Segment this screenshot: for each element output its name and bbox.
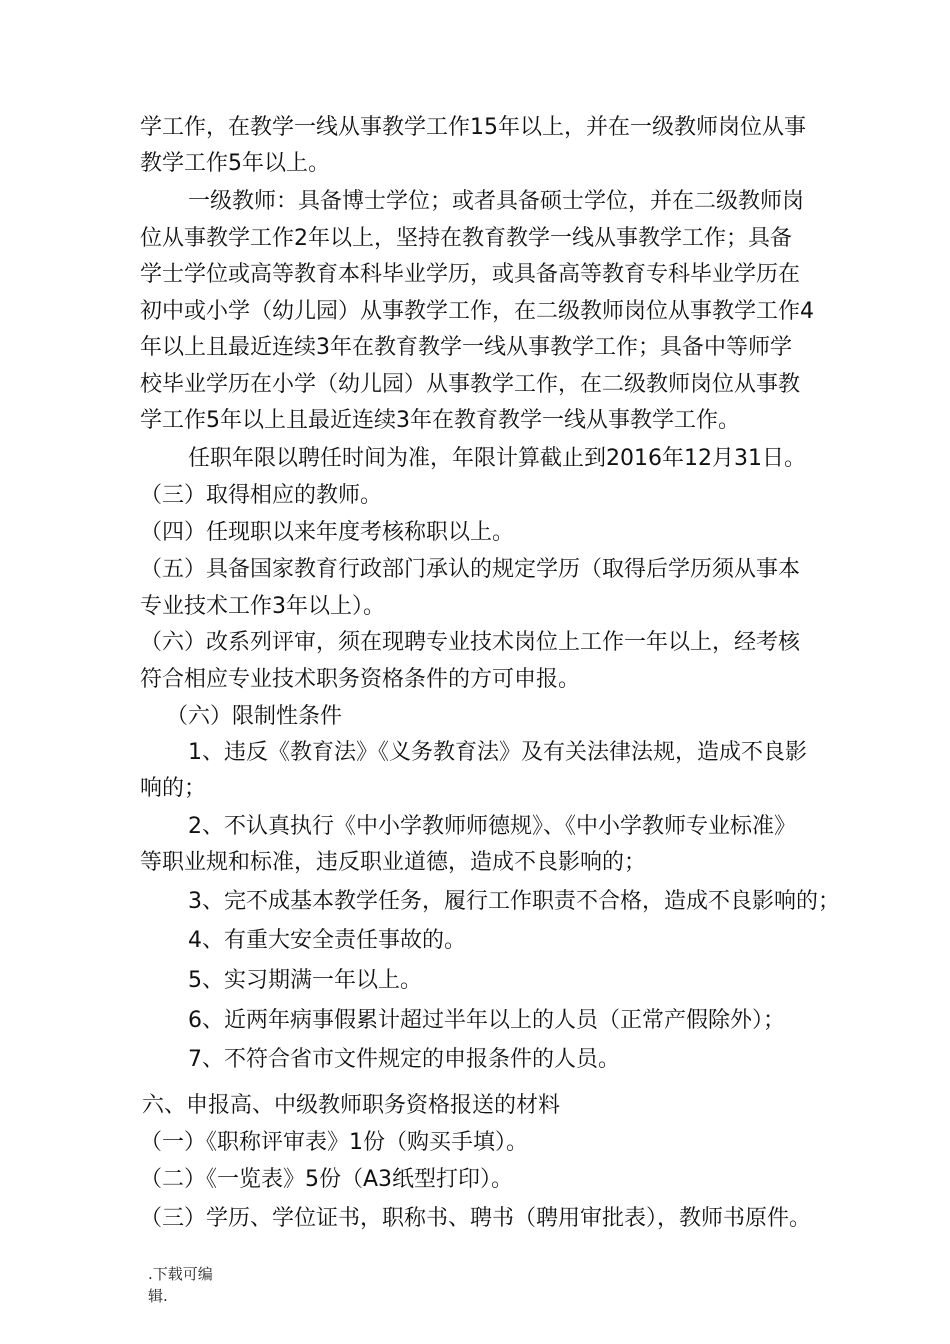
list-item: （三）取得相应的教师。 [140, 483, 383, 508]
text-line: 符合相应专业技术职务资格条件的方可申报。 [140, 667, 581, 692]
list-item: 6、近两年病事假累计超过半年以上的人员（正常产假除外）； [188, 1008, 785, 1033]
text-line: 学工作，在教学一线从事教学工作15年以上，并在一级教师岗位从事 [140, 115, 806, 140]
list-item: 5、实习期满一年以上。 [188, 968, 422, 993]
list-item: （六）改系列评审，须在现聘专业技术岗位上工作一年以上，经考核 [140, 630, 801, 655]
section-heading: 六、申报高、中级教师职务资格报送的材料 [142, 1093, 561, 1118]
list-item: （四）任现职以来年度考核称职以上。 [140, 520, 515, 545]
text-line: 教学工作5年以上。 [140, 151, 330, 176]
text-line: 位从事教学工作2年以上，坚持在教育教学一线从事教学工作；具备 [140, 226, 792, 251]
list-item: 1、违反《教育法》《义务教育法》及有关法律法规，造成不良影 [188, 740, 807, 765]
text-line: 初中或小学（幼儿园）从事教学工作，在二级教师岗位从事教学工作4 [140, 299, 814, 324]
list-item: （三）学历、学位证书，职称书、聘书（聘用审批表），教师书原件。 [140, 1206, 812, 1231]
text-line: 任职年限以聘任时间为准，年限计算截止到2016年12月31日。 [188, 446, 806, 471]
text-line: 年以上且最近连续3年在教育教学一线从事教学工作；具备中等师学 [140, 335, 792, 360]
list-item: （一）《职称评审表》1份（购买手填）。 [140, 1130, 528, 1155]
text-line: 学工作5年以上且最近连续3年在教育教学一线从事教学工作。 [140, 408, 740, 433]
section-heading: （六）限制性条件 [166, 704, 343, 729]
text-line: 一级教师：具备博士学位；或者具备硕士学位，并在二级教师岗 [188, 189, 805, 214]
list-item: （五）具备国家教育行政部门承认的规定学历（取得后学历须从事本 [140, 557, 801, 582]
text-line: 等职业规和标准，违反职业道德，造成不良影响的； [140, 850, 647, 875]
text-line: 专业技术工作3年以上）。 [140, 594, 385, 619]
list-item: （二）《一览表》5份（A3纸型打印）。 [140, 1167, 514, 1192]
list-item: 4、有重大安全责任事故的。 [188, 928, 466, 953]
text-line: 学士学位或高等教育本科毕业学历，或具备高等教育专科毕业学历在 [140, 262, 801, 287]
text-line: 响的； [140, 776, 207, 801]
text-line: 校毕业学历在小学（幼儿园）从事教学工作，在二级教师岗位从事教 [140, 372, 801, 397]
footer-note: 辑. [148, 1287, 168, 1305]
list-item: 3、完不成基本教学任务，履行工作职责不合格，造成不良影响的； [188, 889, 840, 914]
footer-note: .下载可编 [148, 1265, 213, 1283]
list-item: 7、不符合省市文件规定的申报条件的人员。 [188, 1047, 620, 1072]
list-item: 2、不认真执行《中小学教师师德规》、《中小学教师专业标准》 [188, 814, 796, 839]
